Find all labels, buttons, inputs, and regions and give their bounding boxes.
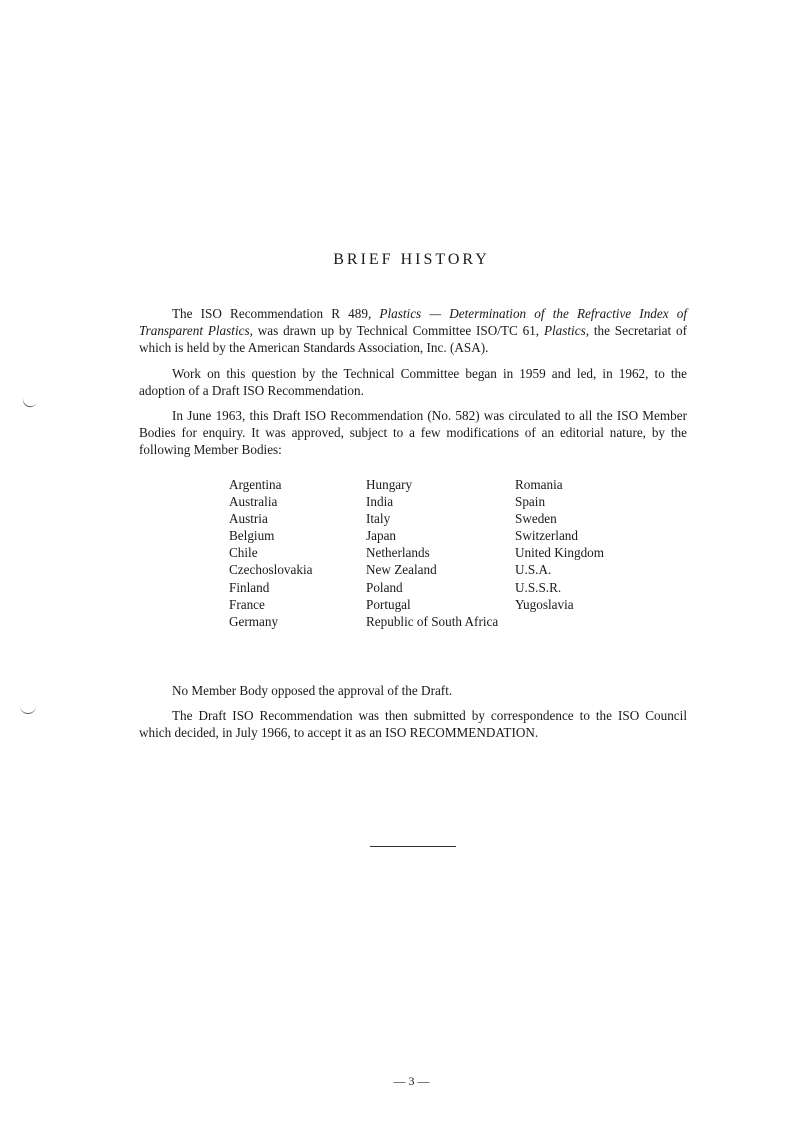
binding-mark: [20, 705, 36, 714]
paragraph-opposition: No Member Body opposed the approval of the Draft.: [172, 683, 453, 698]
page-title: BRIEF HISTORY: [333, 251, 490, 268]
member-body: Republic of South Africa: [366, 613, 499, 629]
member-body: Switzerland: [515, 528, 578, 544]
member-body: Portugal: [366, 596, 411, 612]
member-body: Spain: [515, 494, 546, 510]
member-column-1: [229, 476, 313, 630]
member-body: U.S.A.: [515, 562, 552, 578]
paragraph-origin: [139, 305, 687, 356]
member-body: Finland: [229, 579, 270, 595]
member-body: Sweden: [515, 511, 557, 527]
member-body: Germany: [229, 613, 279, 629]
member-body: India: [366, 494, 394, 510]
member-body: United Kingdom: [515, 545, 605, 561]
member-body: Poland: [366, 579, 403, 595]
member-body: Japan: [366, 528, 397, 544]
section-divider: [370, 846, 456, 847]
paragraph-council: The Draft ISO Recommendation was then submitted by correspondence to the ISO Council which decided, in July 1966, to accept it as an ISO RECOMMENDATION.: [139, 708, 687, 740]
member-column-3: [515, 476, 604, 613]
member-body: France: [229, 596, 265, 612]
member-body: U.S.S.R.: [515, 579, 562, 595]
paragraph-origin-lead: The ISO Recommendation R 489,: [172, 306, 380, 321]
member-column-2: [366, 476, 498, 630]
paragraph-origin-tail: the Secretariat of which is held by the American Standards Association, Inc. (ASA).: [139, 323, 687, 355]
binding-mark: [21, 398, 36, 409]
member-body: Netherlands: [366, 545, 430, 561]
member-body: Argentina: [229, 477, 282, 492]
committee-name: Plastics,: [543, 323, 589, 338]
paragraph-work: Work on this question by the Technical Committee began in 1959 and led, in 1962, to the adoption of a Draft ISO Recommendation.: [139, 366, 687, 398]
member-body: Belgium: [229, 528, 275, 544]
paragraph-enquiry: In June 1963, this Draft ISO Recommendation (No. 582) was circulated to all the ISO Member Bodies for enquiry. It was approved, subject to a few modifications of an editorial nature, by the following Member Bodies:: [139, 408, 687, 457]
member-body: Yugoslavia: [515, 596, 574, 612]
member-body: Romania: [515, 477, 563, 492]
recommendation-title: Plastics — Determination of the Refractive Index of Transparent Plastics,: [139, 306, 687, 338]
paragraph-origin-mid: was drawn up by Technical Committee ISO/TC 61,: [252, 323, 544, 338]
member-body: Austria: [229, 511, 268, 527]
member-body: Chile: [229, 545, 258, 561]
page-number: — 3 —: [393, 1074, 430, 1088]
member-body: Hungary: [366, 477, 413, 492]
member-body: Czechoslovakia: [229, 562, 313, 578]
member-body: Italy: [366, 511, 391, 527]
member-body: New Zealand: [366, 562, 437, 578]
member-body: Australia: [229, 494, 278, 510]
